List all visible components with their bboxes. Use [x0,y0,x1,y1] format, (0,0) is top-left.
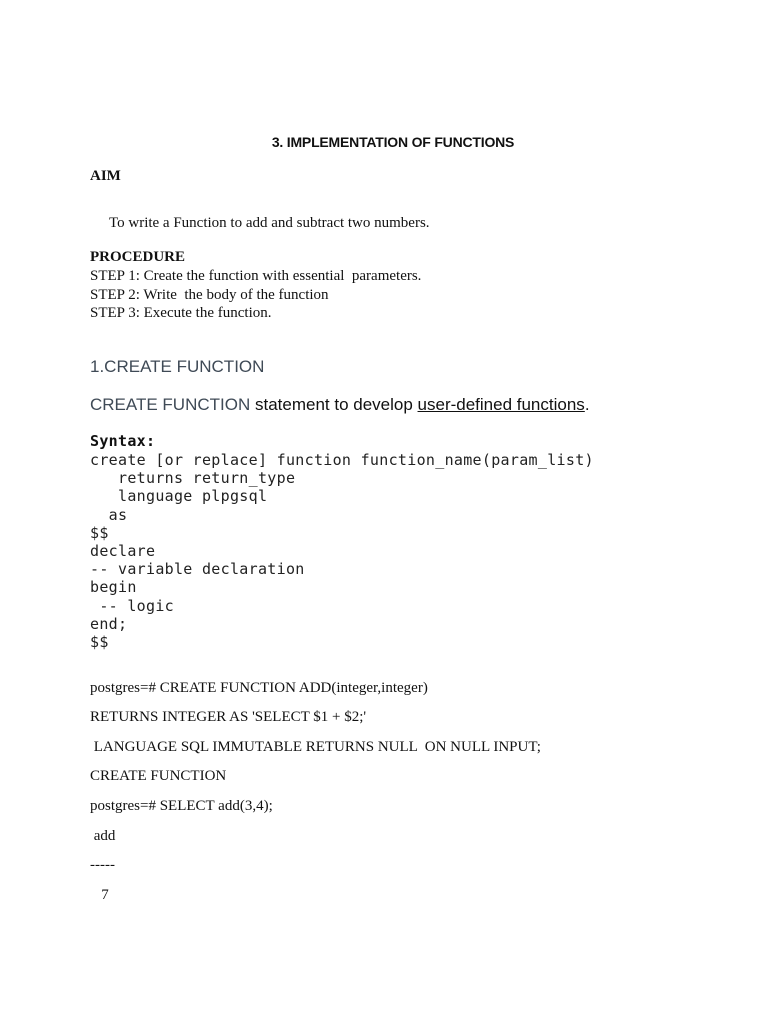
create-function-keyword: CREATE FUNCTION [90,395,251,414]
section-heading: 1.CREATE FUNCTION [90,357,265,376]
syntax-code-block: create [or replace] function function_name(param_list) returns return_type language plpgsql as $$ declare -- variable declaration begin -- logic end; $$ [90,451,594,652]
procedure-step-3: STEP 3: Execute the function. [90,305,272,321]
user-defined-functions-link[interactable]: user-defined functions [417,395,585,414]
procedure-step-2: STEP 2: Write the body of the function [90,287,329,303]
sql-output-separator: ----- [90,857,115,873]
sql-line-returns: RETURNS INTEGER AS 'SELECT $1 + $2;' [90,709,367,725]
section-description [90,395,590,415]
sql-output-value: 7 [90,887,109,903]
sql-line-select: postgres=# SELECT add(3,4); [90,798,273,814]
section-description-text: statement to develop [250,395,418,414]
procedure-step-1: STEP 1: Create the function with essential parameters. [90,268,422,284]
section-description-end: . [584,395,590,414]
document-title: 3. IMPLEMENTATION OF FUNCTIONS [271,134,515,150]
sql-line-language: LANGUAGE SQL IMMUTABLE RETURNS NULL ON NULL INPUT; [90,739,541,755]
aim-heading: AIM [90,168,121,184]
sql-line-create: postgres=# CREATE FUNCTION ADD(integer,integer) [90,680,428,696]
sql-output-column-header: add [90,828,116,844]
procedure-heading: PROCEDURE [90,249,186,265]
sql-output-create-function: CREATE FUNCTION [90,768,227,784]
syntax-label: Syntax: [90,432,156,450]
aim-text: To write a Function to add and subtract two numbers. [109,215,430,231]
